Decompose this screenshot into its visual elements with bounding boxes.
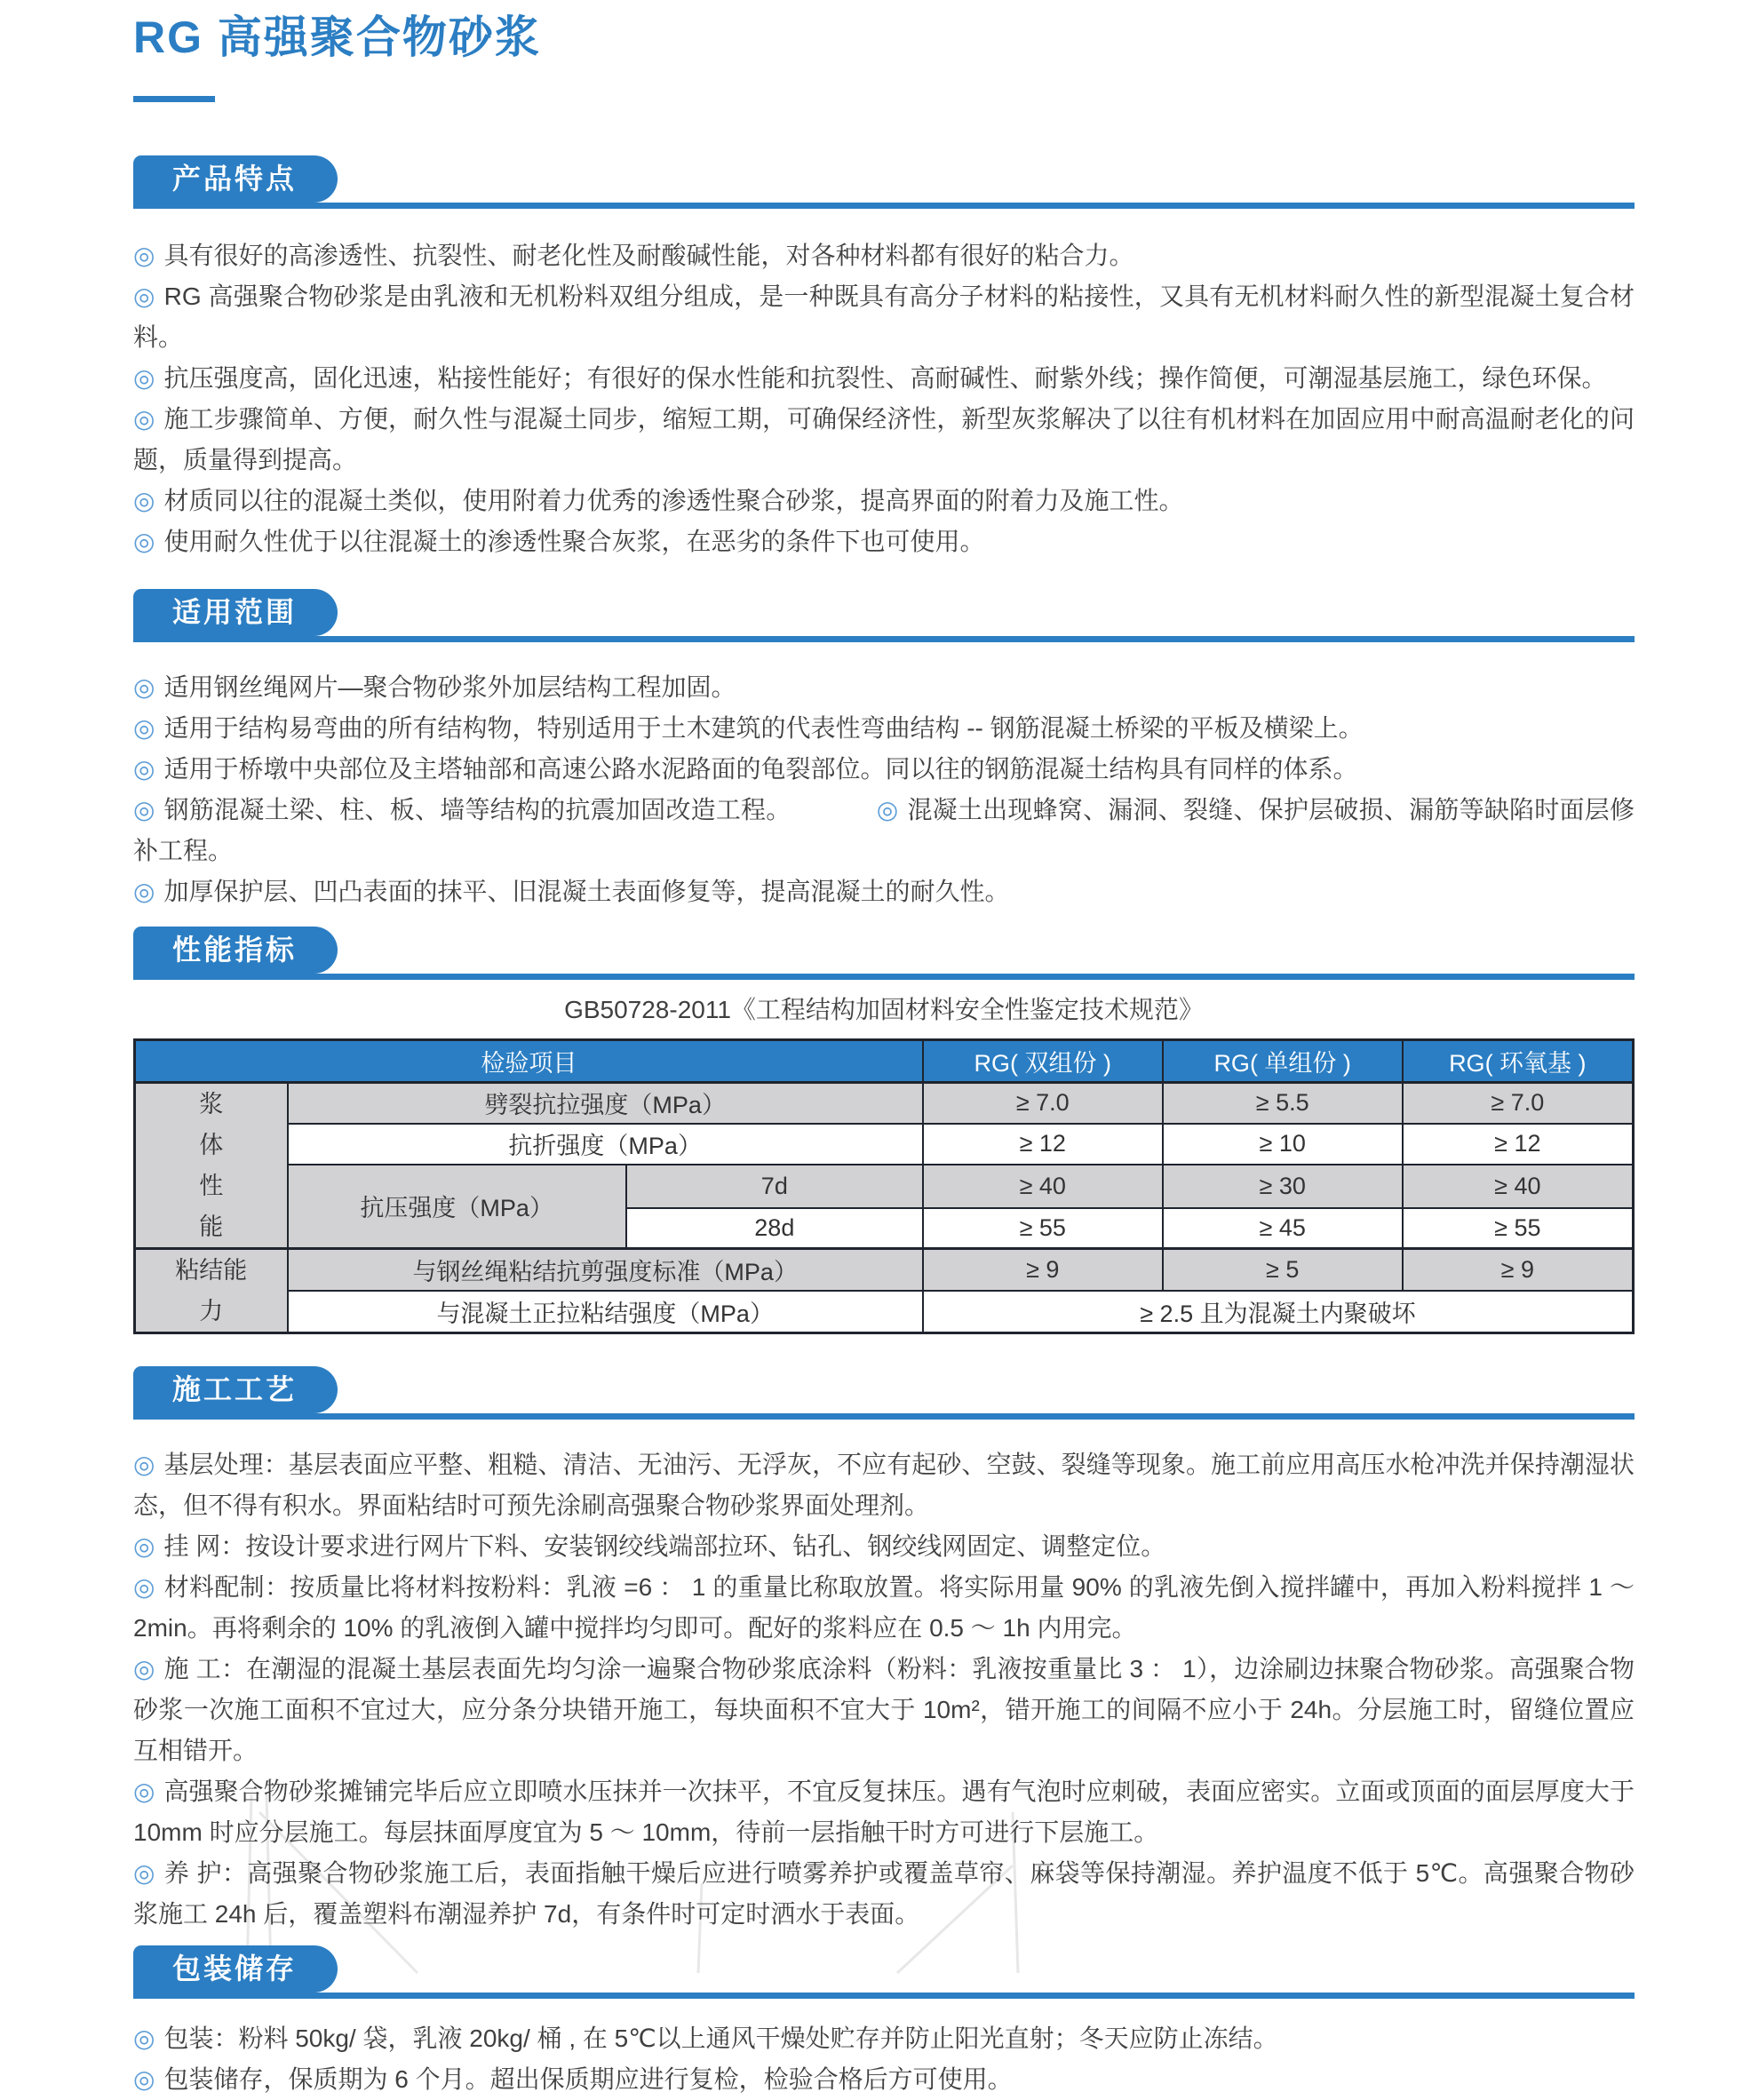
table-row bbox=[135, 1249, 1634, 1292]
list-item bbox=[133, 1649, 1635, 1771]
cell-value: ≥ 9 bbox=[923, 1249, 1163, 1292]
bullet-icon: ◎ bbox=[133, 282, 155, 310]
list-item-text: 适用于桥墩中央部位及主塔轴部和高速公路水泥路面的龟裂部位。同以往的钢筋混凝土结构具有同样的体系。 bbox=[163, 755, 1358, 783]
list-item bbox=[133, 521, 1635, 562]
row-label: 与混凝土正拉粘结强度（MPa） bbox=[288, 1291, 923, 1333]
bullet-icon: ◎ bbox=[133, 714, 155, 742]
section-features bbox=[133, 155, 1635, 562]
cell-value: ≥ 55 bbox=[1403, 1208, 1634, 1249]
list-item-dual bbox=[133, 790, 1635, 871]
list-item-text: 抗压强度高，固化迅速，粘接性能好；有很好的保水性能和抗裂性、高耐碱性、耐紫外线；操作简便，可潮湿基层施工，绿色环保。 bbox=[163, 364, 1607, 392]
row-label: 抗折强度（MPa） bbox=[288, 1124, 923, 1165]
bullet-icon: ◎ bbox=[133, 2024, 155, 2052]
section-heading-performance: 性能指标 bbox=[133, 927, 338, 974]
section-header-bar bbox=[133, 1945, 1635, 1999]
list-item bbox=[133, 1771, 1635, 1853]
bullet-icon: ◎ bbox=[133, 673, 155, 701]
list-item-text: 基层处理：基层表面应平整、粗糙、清洁、无油污、无浮灰，不应有起砂、空鼓、裂缝等现象。施工前应用高压水枪冲洗并保持潮湿状态，但不得有积水。界面粘结时可预先涂刷高强聚合物砂浆界面处理剂。 bbox=[133, 1451, 1635, 1519]
cell-value: ≥ 40 bbox=[923, 1165, 1163, 1208]
standard-caption: GB50728-2011《工程结构加固材料安全性鉴定技术规范》 bbox=[564, 996, 1204, 1023]
cell-value: ≥ 5.5 bbox=[1163, 1083, 1403, 1124]
table-header-row bbox=[135, 1040, 1634, 1083]
bullet-icon: ◎ bbox=[133, 1859, 155, 1887]
col-header-rg-two: RG( 双组份 ) bbox=[923, 1040, 1163, 1083]
list-item-text: 施工步骤简单、方便，耐久性与混凝土同步，缩短工期，可确保经济性，新型灰浆解决了以往有机材料在加固应用中耐高温耐老化的问题，质量得到提高。 bbox=[133, 405, 1635, 473]
cell-value: ≥ 30 bbox=[1163, 1165, 1403, 1208]
section-process bbox=[133, 1366, 1635, 1935]
list-item-text: RG 高强聚合物砂浆是由乳液和无机粉料双组分组成，是一种既具有高分子材料的粘接性，又具有无机材料耐久性的新型混凝土复合材料。 bbox=[133, 282, 1635, 351]
cell-value: ≥ 7.0 bbox=[1403, 1083, 1634, 1124]
list-item-text: 适用于结构易弯曲的所有结构物，特别适用于土木建筑的代表性弯曲结构 -- 钢筋混凝土桥梁的平板及横梁上。 bbox=[163, 714, 1364, 742]
col-header-item: 检验项目 bbox=[135, 1040, 923, 1083]
list-item bbox=[133, 1444, 1635, 1526]
performance-table bbox=[133, 1038, 1635, 1334]
list-item bbox=[133, 749, 1635, 790]
cell-value: ≥ 45 bbox=[1163, 1208, 1403, 1249]
table-row bbox=[135, 1083, 1634, 1124]
table-row bbox=[135, 1165, 1634, 1208]
cell-value: ≥ 9 bbox=[1403, 1249, 1634, 1292]
list-item-text: 高强聚合物砂浆摊铺完毕后应立即喷水压抹并一次抹平，不宜反复抹压。遇有气泡时应刺破，表面应密实。立面或顶面的面层厚度大于 10mm 时应分层施工。每层抹面厚度宜为 5 ～ 10mm，待前一层指触干时方可进行下层施工。 bbox=[133, 1778, 1635, 1846]
cell-value-merged: ≥ 2.5 且为混凝土内聚破坏 bbox=[923, 1291, 1634, 1333]
section-header-bar bbox=[133, 927, 1635, 980]
bullet-icon: ◎ bbox=[133, 242, 155, 269]
table-row bbox=[135, 1124, 1634, 1165]
list-item bbox=[133, 667, 1635, 708]
list-item-text: 加厚保护层、凹凸表面的抹平、旧混凝土表面修复等，提高混凝土的耐久性。 bbox=[163, 878, 1010, 905]
scope-list bbox=[133, 667, 1635, 912]
page-title: RG 高强聚合物砂浆 bbox=[133, 12, 541, 62]
section-packaging bbox=[133, 1945, 1635, 2100]
section-heading-features: 产品特点 bbox=[133, 155, 338, 203]
bullet-icon: ◎ bbox=[133, 796, 155, 823]
features-list bbox=[133, 235, 1635, 562]
bullet-icon: ◎ bbox=[133, 878, 155, 905]
list-item bbox=[133, 276, 1635, 358]
row-label: 劈裂抗拉强度（MPa） bbox=[288, 1083, 923, 1124]
list-item-text: 材料配制：按质量比将材料按粉料：乳液 =6 ： 1 的重量比称取放置。将实际用量 90% 的乳液先倒入搅拌罐中，再加入粉料搅拌 1 ～ 2min。再将剩余的 10% 的乳液倒入罐中搅拌均匀即可。配好的浆料应在 0.5 ～ 1h 内用完。 bbox=[133, 1573, 1635, 1642]
bullet-icon: ◎ bbox=[133, 1778, 155, 1805]
list-item bbox=[133, 708, 1635, 749]
sub-label-28d: 28d bbox=[626, 1208, 923, 1249]
bullet-icon: ◎ bbox=[133, 364, 155, 392]
list-item-text: 挂 网：按设计要求进行网片下料、安装钢绞线端部拉环、钻孔、钢绞线网固定、调整定位。 bbox=[163, 1532, 1166, 1560]
row-group-slurry: 浆体性能 bbox=[135, 1083, 288, 1249]
section-heading-process: 施工工艺 bbox=[133, 1366, 338, 1413]
cell-value: ≥ 55 bbox=[923, 1208, 1163, 1249]
bullet-icon: ◎ bbox=[133, 487, 155, 514]
section-header-bar bbox=[133, 155, 1635, 209]
list-item-text: 包装储存，保质期为 6 个月。超出保质期应进行复检，检验合格后方可使用。 bbox=[163, 2065, 1013, 2093]
list-item-text: 包装：粉料 50kg/ 袋，乳液 20kg/ 桶 , 在 5℃以上通风干燥处贮存并防止阳光直射；冬天应防止冻结。 bbox=[163, 2024, 1278, 2052]
bullet-icon: ◎ bbox=[133, 1451, 155, 1478]
list-item-text: 施 工：在潮湿的混凝土基层表面先均匀涂一遍聚合物砂浆底涂料（粉料：乳液按重量比 3 ： 1），边涂刷边抹聚合物砂浆。高强聚合物砂浆一次施工面积不宜过大，应分条分块错开施工，每块面积不宜大于 10m²，错开施工的间隔不应小于 24h。分层施工时，留缝位置应互相错开。 bbox=[133, 1655, 1635, 1764]
row-label-compressive: 抗压强度（MPa） bbox=[288, 1165, 626, 1249]
list-item bbox=[133, 481, 1635, 521]
title-underline bbox=[133, 96, 215, 102]
list-item bbox=[133, 1526, 1635, 1567]
bullet-icon: ◎ bbox=[133, 1532, 155, 1560]
cell-value: ≥ 7.0 bbox=[923, 1083, 1163, 1124]
col-header-rg-epoxy: RG( 环氧基 ) bbox=[1403, 1040, 1634, 1083]
section-scope bbox=[133, 589, 1635, 912]
row-label: 与钢丝绳粘结抗剪强度标准（MPa） bbox=[288, 1249, 923, 1292]
list-item-text: 使用耐久性优于以往混凝土的渗透性聚合灰浆，在恶劣的条件下也可使用。 bbox=[163, 528, 985, 555]
list-item-text: 养 护：高强聚合物砂浆施工后，表面指触干燥后应进行喷雾养护或覆盖草帘、麻袋等保持潮湿。养护温度不低于 5℃。高强聚合物砂浆施工 24h 后，覆盖塑料布潮湿养护 7d，有条件时可定时洒水于表面。 bbox=[133, 1859, 1635, 1928]
process-list bbox=[133, 1444, 1635, 1935]
bullet-icon: ◎ bbox=[133, 755, 155, 783]
list-item bbox=[133, 399, 1635, 481]
sub-label-7d: 7d bbox=[626, 1165, 923, 1208]
row-group-bond: 粘结能力 bbox=[135, 1249, 288, 1333]
section-heading-packaging: 包装储存 bbox=[133, 1945, 338, 1993]
cell-value: ≥ 12 bbox=[923, 1124, 1163, 1165]
list-item-text: 钢筋混凝土梁、柱、板、墙等结构的抗震加固改造工程。 bbox=[163, 796, 791, 823]
list-item bbox=[133, 1567, 1635, 1649]
section-heading-scope: 适用范围 bbox=[133, 589, 338, 636]
list-item-text: 混凝土出现蜂窝、漏洞、裂缝、保护层破损、漏筋等缺陷时面层修补工程。 bbox=[133, 796, 1635, 864]
cell-value: ≥ 5 bbox=[1163, 1249, 1403, 1292]
packaging-list bbox=[133, 2018, 1635, 2100]
bullet-icon: ◎ bbox=[133, 1573, 155, 1601]
list-item-text: 适用钢丝绳网片—聚合物砂浆外加层结构工程加固。 bbox=[163, 673, 736, 701]
bullet-icon: ◎ bbox=[133, 2065, 155, 2093]
list-item bbox=[133, 358, 1635, 399]
list-item bbox=[133, 871, 1635, 912]
cell-value: ≥ 10 bbox=[1163, 1124, 1403, 1165]
list-item bbox=[133, 2059, 1635, 2100]
bullet-icon: ◎ bbox=[133, 405, 155, 433]
bullet-icon: ◎ bbox=[133, 528, 155, 555]
col-header-rg-one: RG( 单组份 ) bbox=[1163, 1040, 1403, 1083]
section-header-bar bbox=[133, 1366, 1635, 1420]
cell-value: ≥ 40 bbox=[1403, 1165, 1634, 1208]
list-item-text: 具有很好的高渗透性、抗裂性、耐老化性及耐酸碱性能，对各种材料都有很好的粘合力。 bbox=[163, 242, 1134, 269]
cell-value: ≥ 12 bbox=[1403, 1124, 1634, 1165]
table-row bbox=[135, 1291, 1634, 1333]
list-item-text: 材质同以往的混凝土类似，使用附着力优秀的渗透性聚合砂浆，提高界面的附着力及施工性。 bbox=[163, 487, 1184, 514]
list-item bbox=[133, 1853, 1635, 1935]
list-item bbox=[133, 2018, 1635, 2059]
section-header-bar bbox=[133, 589, 1635, 642]
section-performance bbox=[133, 927, 1635, 1334]
bullet-icon: ◎ bbox=[133, 1655, 155, 1682]
bullet-icon: ◎ bbox=[876, 796, 899, 823]
list-item bbox=[133, 235, 1635, 276]
